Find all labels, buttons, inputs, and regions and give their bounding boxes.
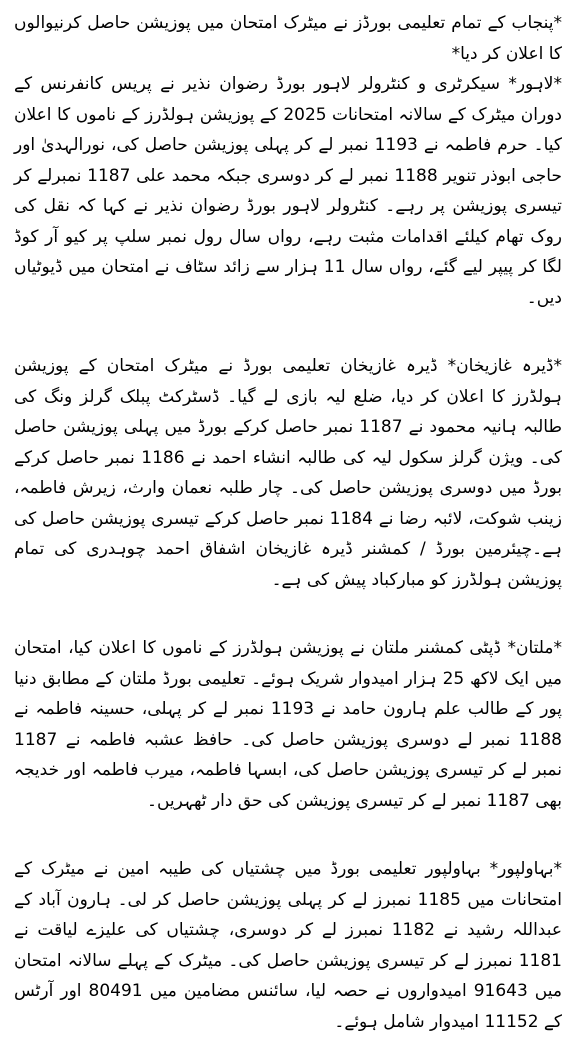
lahore-board-paragraph: *لاہور* سیکرٹری و کنٹرولر لاہور بورڈ رضوان نذیر نے پریس کانفرنس کے دوران میٹرک کے سالانہ امتحانات 2025 کے پوزیشن ہولڈرز کے ناموں کا اعلان کیا۔ حرم فاطمہ نے 1193 نمبر لے کر پہلی پوزیشن حاصل کی، نورالہدیٰ اور حاجی ابوذر تنویر 1188 نمبر لے کر دوسری جبکہ محمد علی 1187 نمبرلے کر تیسری پوزیشن پر رہے۔ کنٹرولر لاہور بورڈ رضوان نذیر نے کہا کہ نقل کی روک تھام کیلئے اقدامات مثبت رہے، رواں سال رول نمبر سلپ پر کیو آر کوڈ لگا کر پیپر لیے گئے، رواں سال 11 ہزار سے زائد سٹاف نے امتحان میں ڈیوٹیاں دیں۔ — [14, 74, 562, 308]
news-section-multan — [14, 633, 562, 816]
news-section-bahawalpur — [14, 854, 562, 1037]
dera-ghazi-khan-board-paragraph: *ڈیرہ غازیخان* ڈیرہ غازیخان تعلیمی بورڈ نے میٹرک امتحان کے پوزیشن ہولڈرز کا اعلان کر دیا، ضلع لیہ بازی لے گیا۔ ڈسٹرکٹ پبلک گرلز ونگ کی طالبہ ہانیہ محمود نے 1187 نمبر حاصل کرکے بورڈ میں پہلی پوزیشن حاصل کی۔ ویژن گرلز سکول لیہ کی طالبہ انشاء احمد نے 1186 نمبر حاصل کرکے بورڈ میں دوسری پوزیشن حاصل کی۔ چار طلبہ نعمان وارث، زیرش فاطمہ، زینب شوکت، لائبہ رضا نے 1184 نمبر حاصل کرکے تیسری پوزیشن حاصل کی ہے۔چیئرمین بورڈ / کمشنر ڈیرہ غازیخان اشفاق احمد چوہدری کی تمام پوزیشن ہولڈرز کو مبارکباد پیش کی ہے۔ — [14, 356, 562, 590]
bahawalpur-board-paragraph: *بہاولپور* بہاولپور تعلیمی بورڈ میں چشتیاں کی طیبہ امین نے میٹرک کے امتحانات میں 1185 نمبرز لے کر پہلی پوزیشن حاصل کر لی۔ ہارون آباد کے عبداللہ رشید نے 1182 نمبرز لے کر دوسری، چشتیاں کی علیزے لیاقت نے 1181 نمبرز لے کر تیسری پوزیشن حاصل کی۔ میٹرک کے پہلے سالانہ امتحان میں 91643 امیدواروں نے حصہ لیا، سائنس مضامین میں 80491 اور آرٹس کے 11152 امیدوار شامل ہوئے۔ — [14, 859, 563, 1032]
headline-paragraph: *پنجاب کے تمام تعلیمی بورڈز نے میٹرک امتحان میں پوزیشن حاصل کرنیوالوں کا اعلان کر دیا* — [14, 13, 562, 64]
multan-board-paragraph: *ملتان* ڈپٹی کمشنر ملتان نے پوزیشن ہولڈرز کے ناموں کا اعلان کیا، امتحان میں ایک لاکھ 25 ہزار امیدوار شریک ہوئے۔ تعلیمی بورڈ ملتان کے مطابق دنیا پور کے طالب علم ہارون حامد نے 1193 نمبر لے کر پہلی، حسینہ فاطمہ نے 1188 نمبر لے دوسری پوزیشن حاصل کی۔ حافظ عشبہ فاطمہ نے 1187 نمبر لے کر تیسری پوزیشن حاصل کی، ابسہا فاطمہ، میرب فاطمہ اور خدیجہ بھی 1187 نمبر لے کر تیسری پوزیشن کی حق دار ٹھہریں۔ — [14, 638, 562, 811]
news-section-dera-ghazi-khan — [14, 351, 562, 595]
news-section-lahore — [14, 8, 562, 313]
